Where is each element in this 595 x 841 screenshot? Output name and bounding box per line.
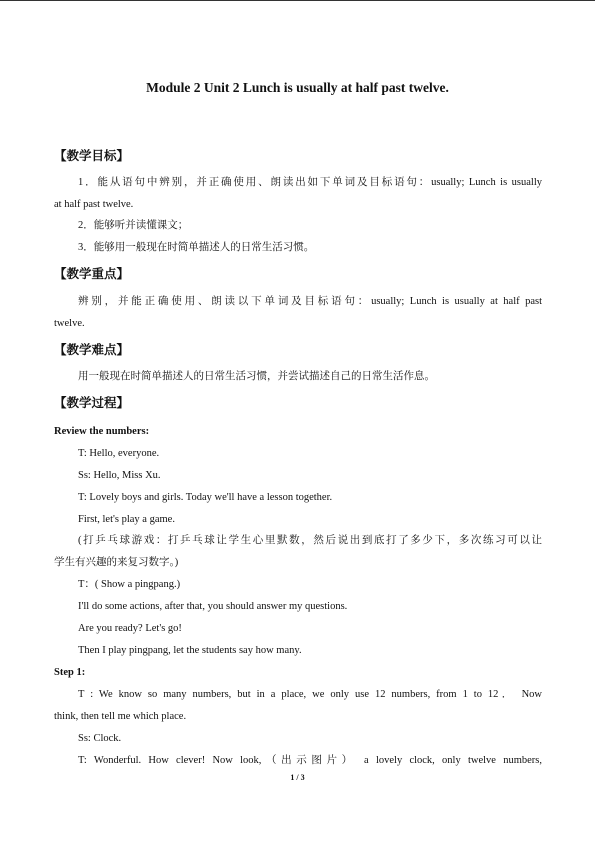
objectives-item1-line1: 1．能从语句中辨别，并正确使用、朗读出如下单词及目标语句：usually; Lunch is usually bbox=[78, 177, 542, 188]
process-heading: 【教学过程】 bbox=[54, 395, 130, 410]
process-line: T: Hello, everyone. bbox=[78, 448, 160, 459]
page-title: Module 2 Unit 2 Lunch is usually at half past twelve. bbox=[146, 80, 449, 95]
step1-line: think, then tell me which place. bbox=[54, 711, 187, 722]
step1-line: Ss: Clock. bbox=[78, 733, 122, 744]
objectives-item3: 3．能够用一般现在时简单描述人的日常生活习惯。 bbox=[78, 242, 315, 253]
review-heading: Review the numbers: bbox=[54, 426, 150, 437]
process-line: Are you ready? Let's go! bbox=[78, 623, 182, 634]
top-rule bbox=[0, 0, 595, 1]
process-line: Then I play pingpang, let the students say how many. bbox=[78, 645, 302, 656]
process-line: 学生有兴趣的来复习数字。) bbox=[54, 557, 179, 568]
step1-heading: Step 1: bbox=[54, 667, 86, 678]
process-line: Ss: Hello, Miss Xu. bbox=[78, 470, 161, 481]
process-line: (打乒乓球游戏：打乒乓球让学生心里默数，然后说出到底打了多少下，多次练习可以让 bbox=[78, 535, 542, 546]
process-line: T：( Show a pingpang.) bbox=[78, 579, 181, 590]
step1-line: T: Wonderful. How clever! Now look,（出示图片） a lovely clock, only twelve numbers, bbox=[78, 755, 542, 766]
process-line: T: Lovely boys and girls. Today we'll have a lesson together. bbox=[78, 492, 333, 503]
key-points-line1: 辨别，并能正确使用、朗读以下单词及目标语句：usually; Lunch is usually at half past bbox=[78, 296, 542, 307]
difficulties-line1: 用一般现在时简单描述人的日常生活习惯，并尝试描述自己的日常生活作息。 bbox=[78, 371, 435, 382]
objectives-item1-line2: at half past twelve. bbox=[54, 199, 134, 210]
page-number: 1 / 3 bbox=[290, 773, 305, 782]
key-points-line2: twelve. bbox=[54, 318, 85, 329]
objectives-item2: 2．能够听并读懂课文； bbox=[78, 220, 189, 231]
objectives-heading: 【教学目标】 bbox=[54, 148, 130, 163]
difficulties-heading: 【教学难点】 bbox=[54, 342, 130, 357]
process-line: First, let's play a game. bbox=[78, 514, 175, 525]
key-points-heading: 【教学重点】 bbox=[54, 266, 130, 281]
process-line: I'll do some actions, after that, you should answer my questions. bbox=[78, 601, 348, 612]
step1-line: T : We know so many numbers, but in a place, we only use 12 numbers, from 1 to 12． Now bbox=[78, 689, 542, 700]
